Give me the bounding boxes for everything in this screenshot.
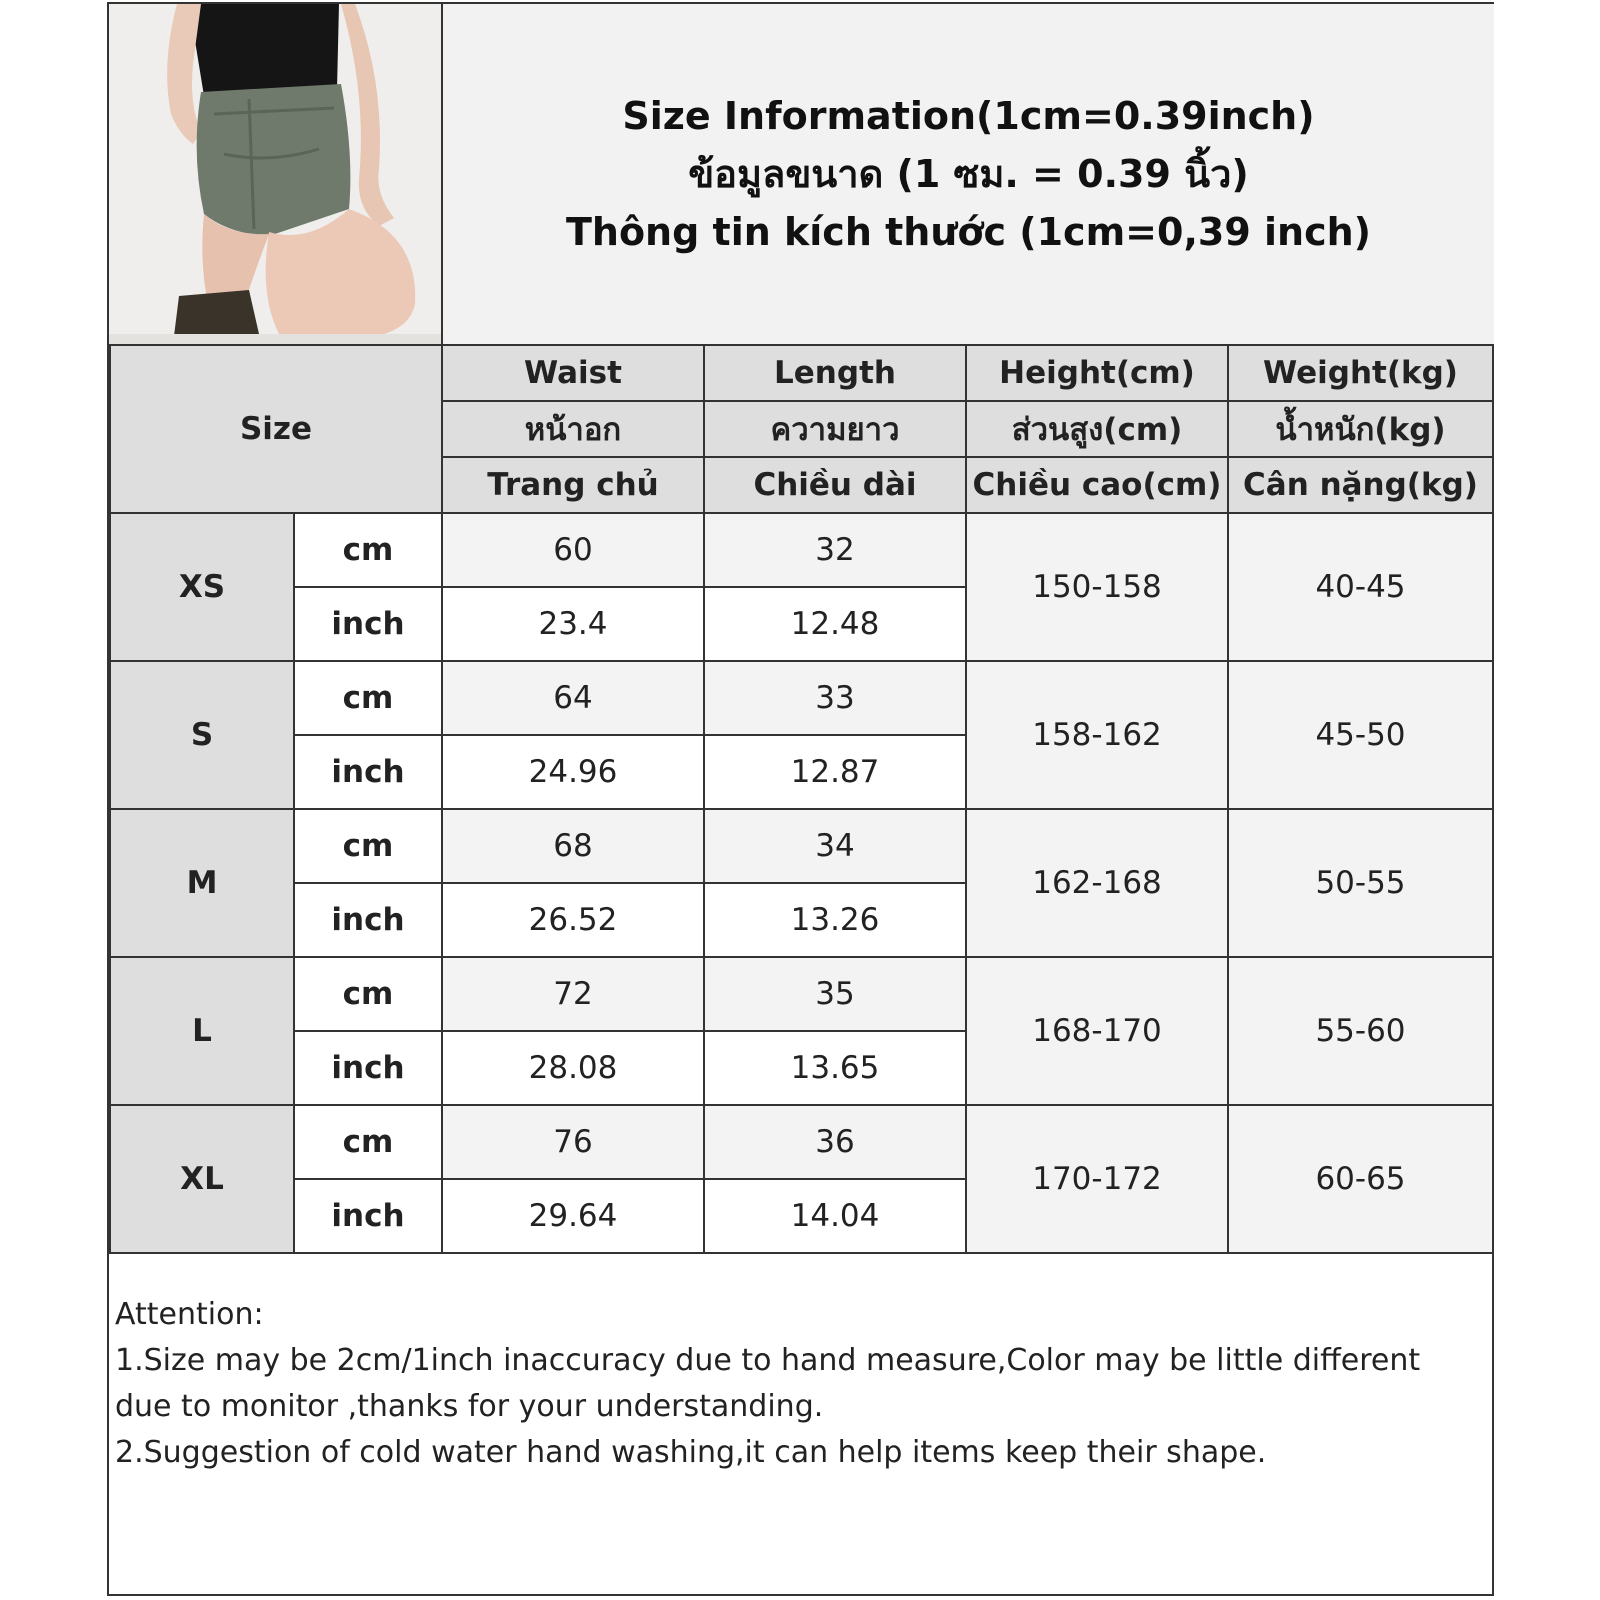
size-header: Size [110, 345, 442, 513]
model-denim-shorts-image [109, 4, 441, 344]
waist-cm: 64 [442, 661, 704, 735]
height-range: 158-162 [966, 661, 1228, 809]
waist-inch: 26.52 [442, 883, 704, 957]
header-length-th: ความยาว [704, 401, 966, 457]
length-cm: 32 [704, 513, 966, 587]
size-label: S [110, 661, 294, 809]
weight-range: 55-60 [1228, 957, 1493, 1105]
unit-cm: cm [294, 513, 442, 587]
notes-heading: Attention: [115, 1297, 264, 1332]
header-weight-en: Weight(kg) [1228, 345, 1493, 401]
height-range: 150-158 [966, 513, 1228, 661]
header-length-en: Length [704, 345, 966, 401]
length-inch: 13.65 [704, 1031, 966, 1105]
unit-cm: cm [294, 661, 442, 735]
size-label: M [110, 809, 294, 957]
length-cm: 35 [704, 957, 966, 1031]
waist-cm: 68 [442, 809, 704, 883]
length-cm: 33 [704, 661, 966, 735]
weight-range: 40-45 [1228, 513, 1493, 661]
header-weight-vi: Cân nặng(kg) [1228, 457, 1493, 513]
unit-cm: cm [294, 957, 442, 1031]
size-chart-sheet [107, 2, 1494, 1596]
size-info-title [443, 4, 1494, 344]
length-inch: 14.04 [704, 1179, 966, 1253]
header-weight-th: น้ำหนัก(kg) [1228, 401, 1493, 457]
waist-inch: 29.64 [442, 1179, 704, 1253]
table-row [110, 513, 1493, 587]
note-item-2: 2.Suggestion of cold water hand washing,it can help items keep their shape. [115, 1435, 1267, 1470]
waist-cm: 76 [442, 1105, 704, 1179]
header-waist-th: หน้าอก [442, 401, 704, 457]
title-vietnamese: Thông tin kích thước (1cm=0,39 inch) [565, 210, 1372, 254]
table-row [110, 809, 1493, 883]
unit-inch: inch [294, 735, 442, 809]
table-row [110, 957, 1493, 1031]
weight-range: 60-65 [1228, 1105, 1493, 1253]
height-range: 168-170 [966, 957, 1228, 1105]
weight-range: 50-55 [1228, 809, 1493, 957]
height-range: 170-172 [966, 1105, 1228, 1253]
size-label: XL [110, 1105, 294, 1253]
header-length-vi: Chiều dài [704, 457, 966, 513]
title-thai: ข้อมูลขนาด (1 ซม. = 0.39 นิ้ว) [688, 152, 1249, 196]
unit-inch: inch [294, 1031, 442, 1105]
unit-inch: inch [294, 883, 442, 957]
attention-notes [115, 1292, 1485, 1476]
length-cm: 36 [704, 1105, 966, 1179]
title-english: Size Information(1cm=0.39inch) [622, 94, 1315, 138]
header-waist-en: Waist [442, 345, 704, 401]
length-inch: 12.48 [704, 587, 966, 661]
unit-inch: inch [294, 587, 442, 661]
header-row-english [110, 345, 1493, 401]
length-inch: 13.26 [704, 883, 966, 957]
waist-cm: 72 [442, 957, 704, 1031]
header-height-en: Height(cm) [966, 345, 1228, 401]
header-waist-vi: Trang chủ [442, 457, 704, 513]
length-inch: 12.87 [704, 735, 966, 809]
table-row [110, 661, 1493, 735]
waist-inch: 23.4 [442, 587, 704, 661]
waist-inch: 24.96 [442, 735, 704, 809]
header-height-vi: Chiều cao(cm) [966, 457, 1228, 513]
length-cm: 34 [704, 809, 966, 883]
unit-cm: cm [294, 1105, 442, 1179]
height-range: 162-168 [966, 809, 1228, 957]
header-height-th: ส่วนสูง(cm) [966, 401, 1228, 457]
size-label: L [110, 957, 294, 1105]
product-photo [109, 4, 443, 344]
waist-cm: 60 [442, 513, 704, 587]
size-table [109, 344, 1494, 1254]
note-item-1: 1.Size may be 2cm/1inch inaccuracy due to hand measure,Color may be little different due to monitor ,thanks for your understanding. [115, 1343, 1421, 1424]
unit-inch: inch [294, 1179, 442, 1253]
waist-inch: 28.08 [442, 1031, 704, 1105]
size-label: XS [110, 513, 294, 661]
unit-cm: cm [294, 809, 442, 883]
weight-range: 45-50 [1228, 661, 1493, 809]
table-row [110, 1105, 1493, 1179]
